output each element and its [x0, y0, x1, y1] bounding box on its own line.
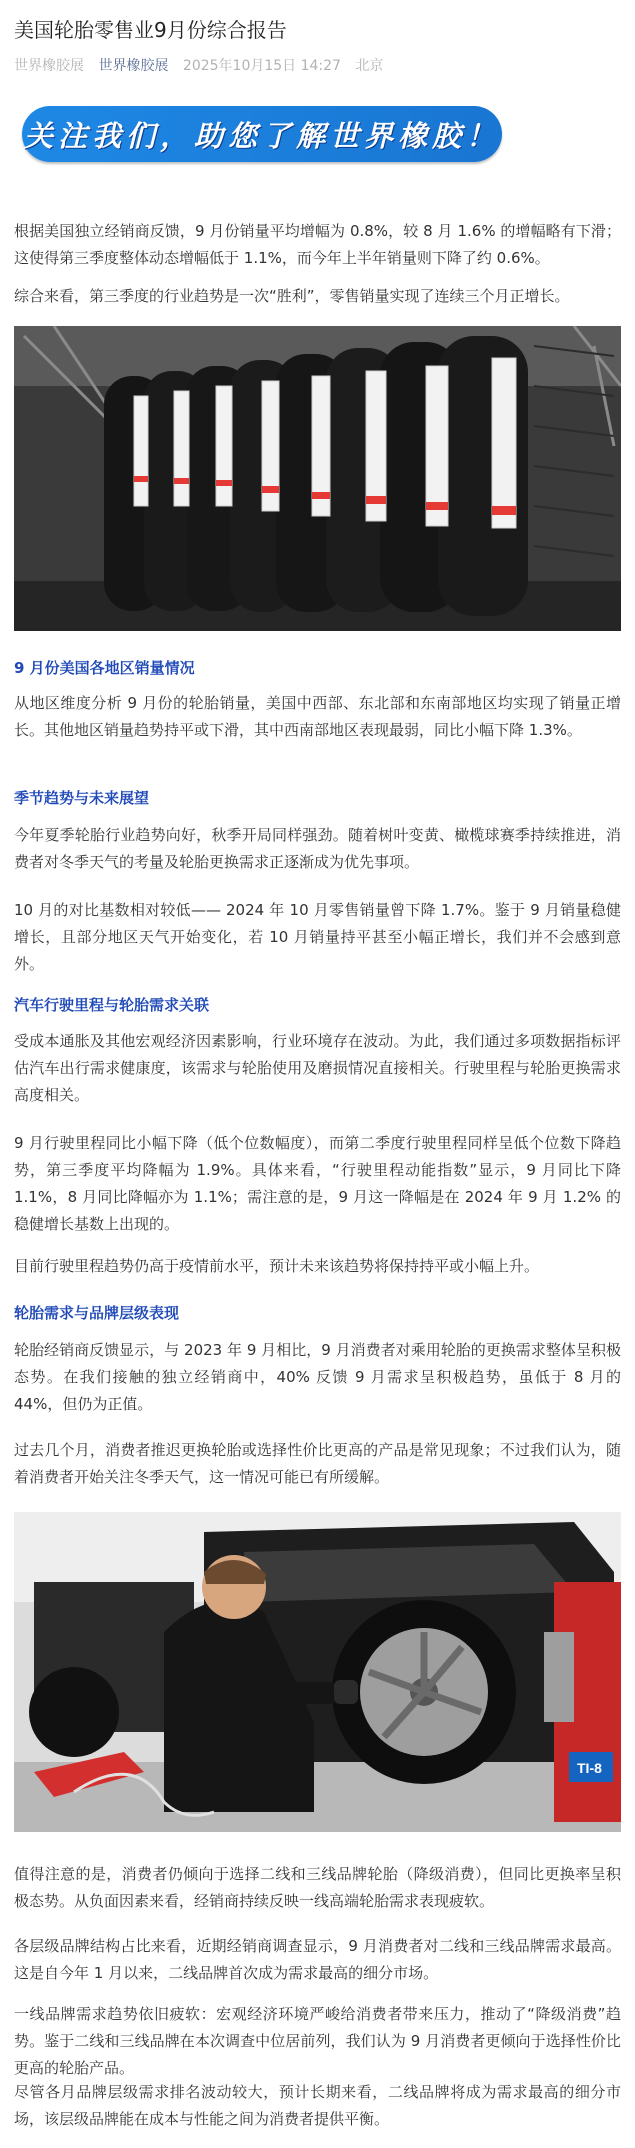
section-heading: 轮胎需求与品牌层级表现 — [14, 1304, 180, 1322]
machine-label: TI-8 — [577, 1760, 602, 1776]
paragraph: 今年夏季轮胎行业趋势向好，秋季开局同样强劲。随着树叶变黄、橄榄球赛季持续推进，消费者对冬季天气的考量及轮胎更换需求正逐渐成为优先事项。 — [14, 826, 621, 871]
paragraph: 过去几个月，消费者推迟更换轮胎或选择性价比更高的产品是常见现象；不过我们认为，随着消费者开始关注冬季天气，这一情况可能已有所缓解。 — [14, 1441, 621, 1486]
paragraph: 轮胎经销商反馈显示，与 2023 年 9 月相比，9 月消费者对乘用轮胎的更换需求整体呈积极态势。在我们接触的独立经销商中，40% 反馈 9 月需求呈积极趋势，虽低于 8 月的 44%，但仍为正值。 — [14, 1341, 621, 1413]
article-title: 美国轮胎零售业9月份综合报告 — [14, 18, 287, 42]
paragraph: 各层级品牌结构占比来看，近期经销商调查显示，9 月消费者对二线和三线品牌需求最高。这是自今年 1 月以来，二线品牌首次成为需求最高的细分市场。 — [14, 1937, 621, 1982]
mechanic-wheel-photo — [14, 1512, 621, 1832]
account-link[interactable]: 世界橡胶展 — [98, 58, 169, 74]
paragraph: 9 月行驶里程同比小幅下降（低个位数幅度），而第二季度行驶里程同样呈低个位数下降趋势，第三季度平均降幅为 1.9%。具体来看，“行驶里程动能指数”显示，9 月同比下降 1.1%，8 月同比降幅亦为 1.1%；需注意的是，9 月这一降幅是在 2024 年 9 月 1.2% 的稳健增长基数上出现的。 — [14, 1134, 621, 1233]
publish-datetime: 2025年10月15日 14:27 — [182, 58, 341, 74]
source-name: 世界橡胶展 — [14, 58, 84, 74]
paragraph: 尽管各月品牌层级需求排名波动较大，预计长期来看，二线品牌将成为需求最高的细分市场，该层级品牌能在成本与性能之间为消费者提供平衡。 — [14, 2083, 621, 2128]
follow-banner-text: 关注我们，助您了解世界橡胶！ — [23, 118, 500, 153]
paragraph: 从地区维度分析 9 月份的轮胎销量，美国中西部、东北部和东南部地区均实现了销量正增长。其他地区销量趋势持平或下滑，其中西南部地区表现最弱，同比小幅下降 1.3%。 — [14, 694, 621, 739]
paragraph: 目前行驶里程趋势仍高于疫情前水平，预计未来该趋势将保持持平或小幅上升。 — [14, 1257, 540, 1275]
publish-location: 北京 — [355, 58, 384, 74]
follow-banner — [22, 106, 502, 162]
paragraph: 一线品牌需求趋势依旧疲软：宏观经济环境严峻给消费者带来压力，推动了“降级消费”趋势。鉴于二线和三线品牌在本次调查中位居前列，我们认为 9 月消费者更倾向于选择性价比更高的轮胎产品。 — [14, 2005, 621, 2077]
article-meta — [14, 56, 393, 76]
paragraph: 10 月的对比基数相对较低—— 2024 年 10 月零售销量曾下降 1.7%。鉴于 9 月销量稳健增长，且部分地区天气开始变化，若 10 月销量持平甚至小幅正增长，我们并不会感到意外。 — [14, 901, 621, 973]
tire-rack-photo — [14, 326, 621, 631]
section-heading: 9 月份美国各地区销量情况 — [14, 659, 195, 677]
paragraph: 根据美国独立经销商反馈，9 月份销量平均增幅为 0.8%，较 8 月 1.6% 的增幅略有下滑；这使得第三季度整体动态增幅低于 1.1%，而今年上半年销量则下降了约 0.6%。 — [14, 222, 621, 267]
section-heading: 季节趋势与未来展望 — [14, 789, 150, 807]
paragraph: 受成本通胀及其他宏观经济因素影响，行业环境存在波动。为此，我们通过多项数据指标评估汽车出行需求健康度，该需求与轮胎使用及磨损情况直接相关。行驶里程与轮胎更换需求高度相关。 — [14, 1032, 621, 1104]
paragraph: 综合来看，第三季度的行业趋势是一次“胜利”，零售销量实现了连续三个月正增长。 — [14, 287, 570, 305]
section-heading: 汽车行驶里程与轮胎需求关联 — [14, 996, 210, 1014]
paragraph: 值得注意的是，消费者仍倾向于选择二线和三线品牌轮胎（降级消费），但同比更换率呈积极态势。从负面因素来看，经销商持续反映一线高端轮胎需求表现疲软。 — [14, 1865, 621, 1910]
